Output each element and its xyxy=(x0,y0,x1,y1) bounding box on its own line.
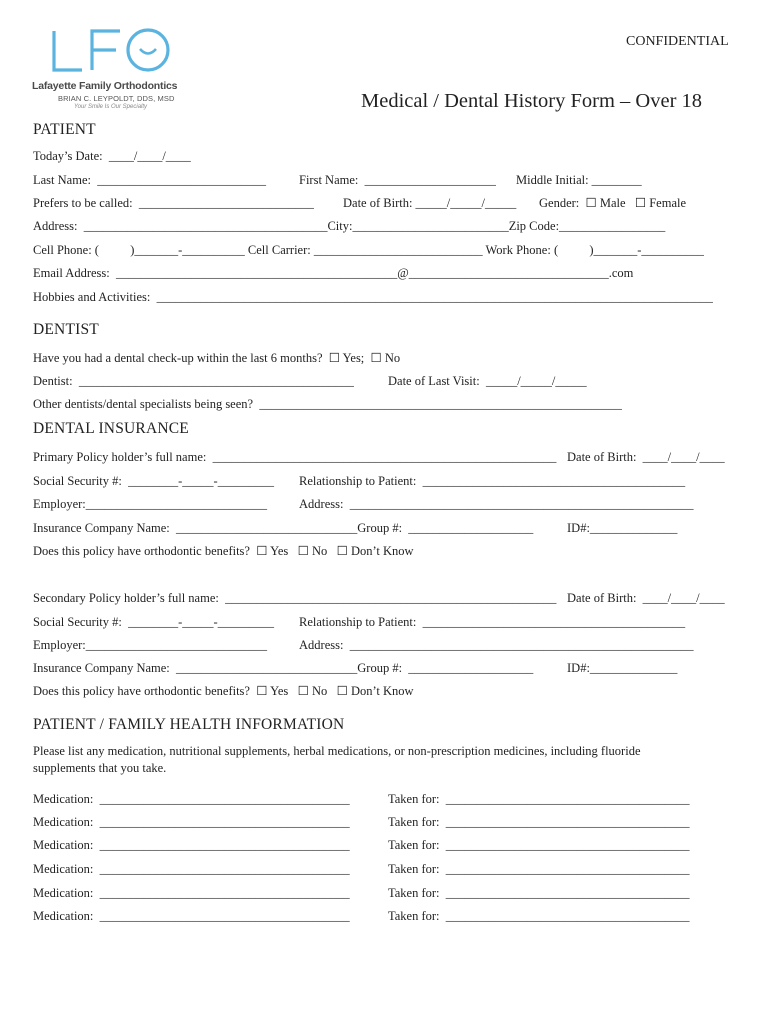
tagline: Your Smile Is Our Specialty xyxy=(74,104,148,110)
secondary-ssn-field[interactable]: Social Security #: ________-_____-_________ xyxy=(33,615,274,629)
middle-initial-field[interactable]: Middle Initial: ________ xyxy=(516,173,642,187)
lfo-logo-mark xyxy=(48,28,178,78)
primary-relationship-field[interactable]: Relationship to Patient: __________________________________________ xyxy=(299,474,686,488)
primary-holder-field[interactable]: Primary Policy holder’s full name: _______________________________________________________ xyxy=(33,450,557,464)
phone-field[interactable]: Cell Phone: ( )_______-__________ Cell Carrier: ___________________________ Work Phone: ( )_______-__________ xyxy=(33,243,704,257)
patient-heading: PATIENT xyxy=(33,121,96,138)
gender-checkboxes[interactable]: Gender: ☐ Male ☐ Female xyxy=(539,196,687,210)
checkup-question[interactable]: Have you had a dental check-up within the last 6 months? ☐ Yes; ☐ No xyxy=(33,351,401,365)
last-visit-field[interactable]: Date of Last Visit: _____/_____/_____ xyxy=(388,374,587,388)
first-name-field[interactable]: First Name: _____________________ xyxy=(299,173,496,187)
insurance-heading: DENTAL INSURANCE xyxy=(33,420,189,437)
taken-for-field[interactable]: Taken for: _______________________________________ xyxy=(388,838,690,852)
secondary-holder-field[interactable]: Secondary Policy holder’s full name: _____________________________________________________ xyxy=(33,591,557,605)
medication-field[interactable]: Medication: ________________________________________ xyxy=(33,886,350,900)
medication-field[interactable]: Medication: ________________________________________ xyxy=(33,909,350,923)
medication-field[interactable]: Medication: ________________________________________ xyxy=(33,792,350,806)
primary-id-field[interactable]: ID#:______________ xyxy=(567,521,678,535)
taken-for-field[interactable]: Taken for: _______________________________________ xyxy=(388,886,690,900)
taken-for-field[interactable]: Taken for: _______________________________________ xyxy=(388,815,690,829)
taken-for-field[interactable]: Taken for: _______________________________________ xyxy=(388,909,690,923)
confidential-label: CONFIDENTIAL xyxy=(626,34,729,49)
doctor-name: BRIAN C. LEYPOLDT, DDS, MSD xyxy=(58,94,175,103)
taken-for-field[interactable]: Taken for: _______________________________________ xyxy=(388,792,690,806)
secondary-relationship-field[interactable]: Relationship to Patient: __________________________________________ xyxy=(299,615,686,629)
health-intro-line-1: Please list any medication, nutritional supplements, herbal medications, or non-prescription medicines, including fluoride xyxy=(33,744,641,758)
hobbies-field[interactable]: Hobbies and Activities: _________________________________________________________________________________________ xyxy=(33,290,713,304)
taken-for-field[interactable]: Taken for: _______________________________________ xyxy=(388,862,690,876)
other-dentists-field[interactable]: Other dentists/dental specialists being seen? __________________________________________________________ xyxy=(33,397,622,411)
todays-date-field[interactable]: Today’s Date: ____/____/____ xyxy=(33,149,191,163)
secondary-benefits-question[interactable]: Does this policy have orthodontic benefits? ☐ Yes ☐ No ☐ Don’t Know xyxy=(33,684,414,698)
dentist-heading: DENTIST xyxy=(33,321,99,338)
health-intro-line-2: supplements that you take. xyxy=(33,761,167,775)
medication-field[interactable]: Medication: ________________________________________ xyxy=(33,838,350,852)
primary-benefits-question[interactable]: Does this policy have orthodontic benefits? ☐ Yes ☐ No ☐ Don’t Know xyxy=(33,544,414,558)
address-field[interactable]: Address: _______________________________________City:_________________________Zip Code:_________________ xyxy=(33,219,666,233)
secondary-id-field[interactable]: ID#:______________ xyxy=(567,661,678,675)
secondary-employer-field[interactable]: Employer:_____________________________ xyxy=(33,638,268,652)
primary-address-field[interactable]: Address: _______________________________________________________ xyxy=(299,497,694,511)
preferred-name-field[interactable]: Prefers to be called: ____________________________ xyxy=(33,196,314,210)
primary-company-field[interactable]: Insurance Company Name: _____________________________Group #: ____________________ xyxy=(33,521,534,535)
medication-field[interactable]: Medication: ________________________________________ xyxy=(33,862,350,876)
health-heading: PATIENT / FAMILY HEALTH INFORMATION xyxy=(33,716,345,733)
practice-name: Lafayette Family Orthodontics xyxy=(32,80,178,92)
email-field[interactable]: Email Address: _____________________________________________@________________________________.com xyxy=(33,266,634,280)
primary-employer-field[interactable]: Employer:_____________________________ xyxy=(33,497,268,511)
secondary-dob-field[interactable]: Date of Birth: ____/____/____ xyxy=(567,591,725,605)
last-name-field[interactable]: Last Name: ___________________________ xyxy=(33,173,266,187)
secondary-address-field[interactable]: Address: _______________________________________________________ xyxy=(299,638,694,652)
practice-logo xyxy=(32,28,198,123)
dob-field[interactable]: Date of Birth: _____/_____/_____ xyxy=(343,196,517,210)
secondary-company-field[interactable]: Insurance Company Name: _____________________________Group #: ____________________ xyxy=(33,661,534,675)
primary-dob-field[interactable]: Date of Birth: ____/____/____ xyxy=(567,450,725,464)
medication-field[interactable]: Medication: ________________________________________ xyxy=(33,815,350,829)
form-title: Medical / Dental History Form – Over 18 xyxy=(361,90,703,112)
dentist-field[interactable]: Dentist: ____________________________________________ xyxy=(33,374,354,388)
primary-ssn-field[interactable]: Social Security #: ________-_____-_________ xyxy=(33,474,274,488)
